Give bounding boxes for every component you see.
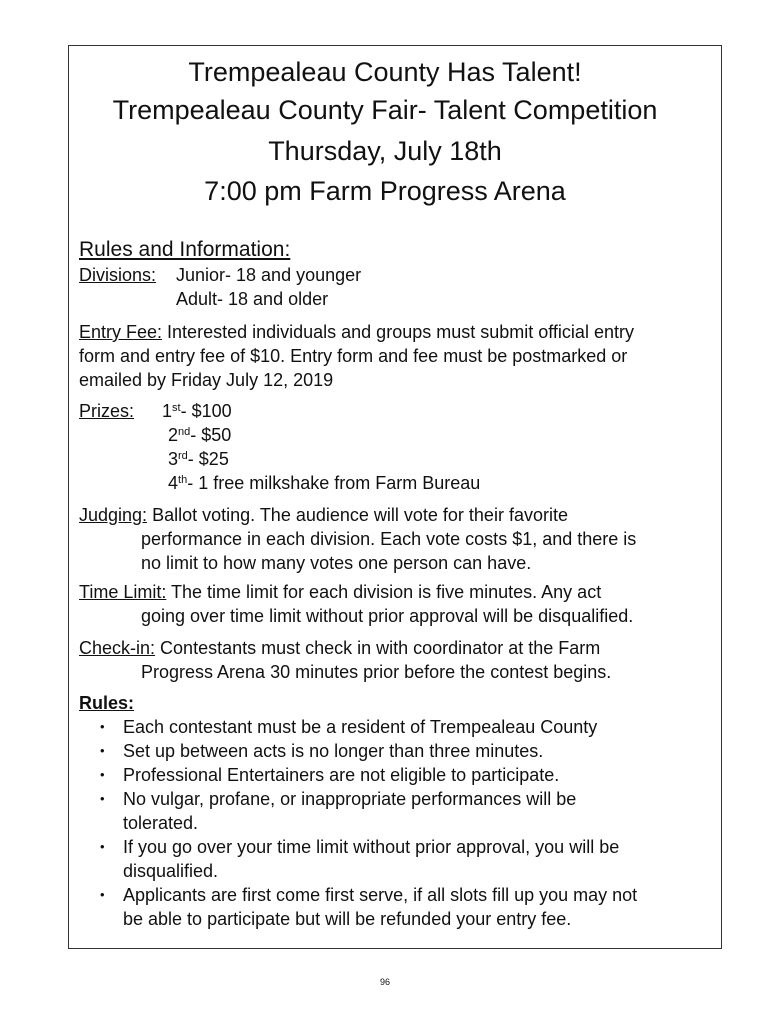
check-in-line-1 <box>79 636 600 660</box>
bullet-icon: • <box>100 719 105 734</box>
entry-fee-line-2: form and entry fee of $10. Entry form and fee must be postmarked or <box>79 346 628 366</box>
rule-item-continued: tolerated. <box>123 813 199 833</box>
rule-item: No vulgar, profane, or inappropriate performances will be <box>123 789 577 809</box>
divisions-label: Divisions: <box>79 265 157 285</box>
page-number: 96 <box>379 977 390 987</box>
rule-item-continued: be able to participate but will be refunded your entry fee. <box>123 909 572 929</box>
prize-suffix: st <box>172 402 181 414</box>
check-in-text-1: Contestants must check in with coordinator at the Farm <box>160 638 601 658</box>
prize-value: - 1 free milkshake from Farm Bureau <box>187 473 481 493</box>
bullet-icon: • <box>100 791 105 806</box>
rule-item: Applicants are first come first serve, if all slots fill up you may not <box>123 885 638 905</box>
entry-fee-label: Entry Fee: <box>79 322 163 342</box>
prizes-label: Prizes: <box>79 401 135 421</box>
rule-item: Professional Entertainers are not eligible to participate. <box>123 765 560 785</box>
bullet-icon: • <box>100 839 105 854</box>
judging-text-1: Ballot voting. The audience will vote for their favorite <box>152 505 568 525</box>
rule-item: Set up between acts is no longer than three minutes. <box>123 741 544 761</box>
title-line-1: Trempealeau County Has Talent! <box>188 57 582 87</box>
time-limit-text-1: The time limit for each division is five minutes. Any act <box>171 582 602 602</box>
prize-value: - $100 <box>180 401 232 421</box>
rule-item: If you go over your time limit without prior approval, you will be <box>123 837 620 857</box>
prize-item <box>168 447 229 471</box>
entry-fee-text-1: Interested individuals and groups must submit official entry <box>167 322 634 342</box>
prize-place: 2 <box>168 425 179 445</box>
bullet-icon: • <box>100 743 105 758</box>
time-limit-label: Time Limit: <box>79 582 167 602</box>
rules-info-heading: Rules and Information: <box>79 238 291 261</box>
divisions-row <box>79 263 156 287</box>
check-in-line-2: Progress Arena 30 minutes prior before the contest begins. <box>141 662 612 682</box>
prize-item <box>168 471 480 495</box>
entry-fee-line-1 <box>79 320 634 344</box>
prize-item <box>168 423 231 447</box>
title-line-2: Trempealeau County Fair- Talent Competition <box>112 95 658 125</box>
judging-line-3: no limit to how many votes one person can have. <box>141 553 532 573</box>
prize-item <box>162 399 232 423</box>
bullet-icon: • <box>100 767 105 782</box>
bullet-icon: • <box>100 887 105 902</box>
division-junior: Junior- 18 and younger <box>176 265 362 285</box>
prize-place: 4 <box>168 473 179 493</box>
title-line-3: Thursday, July 18th <box>268 136 502 166</box>
prize-suffix: nd <box>178 426 191 438</box>
prize-suffix: rd <box>178 450 188 462</box>
prize-value: - $25 <box>187 449 229 469</box>
check-in-label: Check-in: <box>79 638 156 658</box>
judging-label: Judging: <box>79 505 148 525</box>
prize-place: 1 <box>162 401 173 421</box>
division-adult: Adult- 18 and older <box>176 289 329 309</box>
judging-line-1 <box>79 503 568 527</box>
prize-value: - $50 <box>190 425 232 445</box>
rule-item-continued: disqualified. <box>123 861 219 881</box>
prizes-label-row <box>79 399 134 423</box>
rule-item: Each contestant must be a resident of Trempealeau County <box>123 717 598 737</box>
judging-line-2: performance in each division. Each vote costs $1, and there is <box>141 529 637 549</box>
entry-fee-line-3: emailed by Friday July 12, 2019 <box>79 370 334 390</box>
prize-place: 3 <box>168 449 179 469</box>
title-line-4: 7:00 pm Farm Progress Arena <box>204 176 566 206</box>
time-limit-line-1 <box>79 580 601 604</box>
rules-heading: Rules: <box>79 693 135 713</box>
time-limit-line-2: going over time limit without prior approval will be disqualified. <box>141 606 634 626</box>
prize-suffix: th <box>178 474 188 486</box>
